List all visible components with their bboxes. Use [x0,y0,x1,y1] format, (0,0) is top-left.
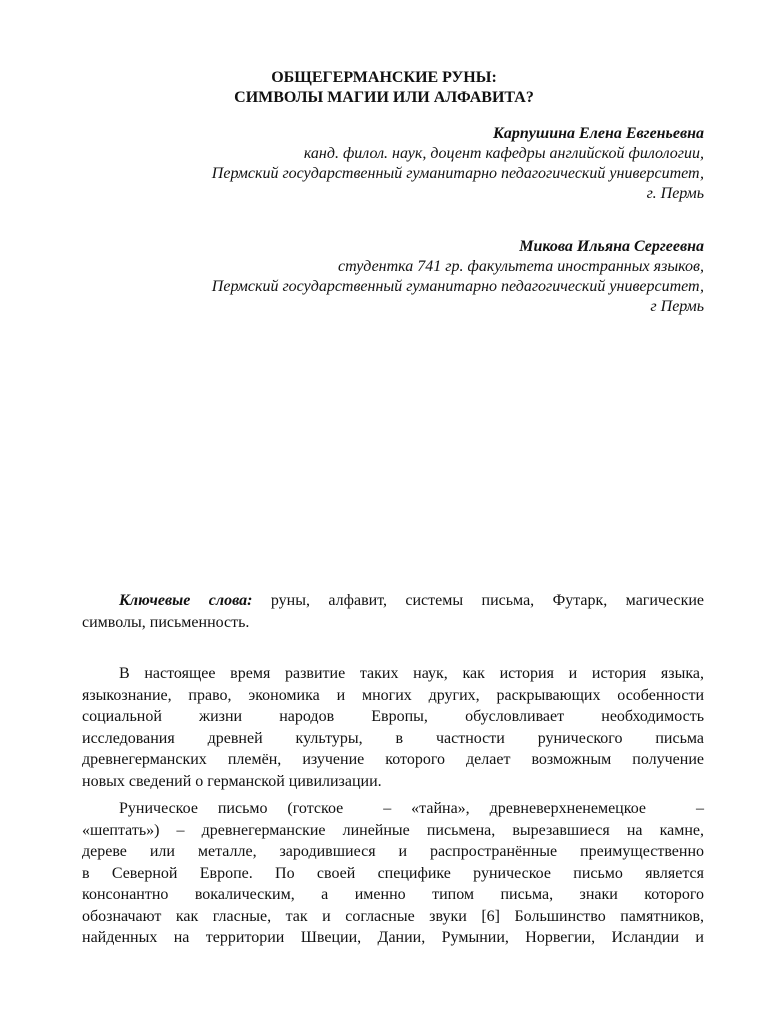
paragraph-line: социальной жизни народов Европы, обусловливает необходимость [82,708,704,725]
paragraph-fragment: Руническое письмо (готское [119,800,344,817]
paragraph-fragment: – «тайна», древневерхненемецкое [383,800,646,817]
keywords-paragraph [82,590,704,633]
author-city: г. Пермь [646,185,704,202]
author-position: студентка 741 гр. факультета иностранных языков, [337,258,704,275]
author-block-2 [80,237,704,317]
author-city: г Пермь [650,298,704,315]
author-block-1 [80,124,704,204]
keywords-label: Ключевые слова: [119,592,253,609]
body-paragraph-1 [82,663,704,792]
paragraph-fragment: – [696,800,704,817]
body-paragraph-2 [82,798,704,949]
paragraph-line: консонантно вокалическим, а именно типом письма, знаки которого [82,886,704,903]
author-affiliation: Пермский государственный гуманитарно педагогический университет, [211,165,704,182]
paragraph-line: исследования древней культуры, в частности рунического письма [82,729,704,747]
author-name: Карпушина Елена Евгеньевна [493,125,704,142]
keywords-text: руны, алфавит, системы письма, Футарк, магические [270,592,705,609]
paragraph-line: в Северной Европе. По своей специфике руническое письмо является [82,864,704,882]
paragraph-line: найденных на территории Швеции, Дании, Румынии, Норвегии, Исландии и [82,929,704,946]
paragraph-line: дереве или металле, зародившиеся и распространённые преимущественно [82,843,704,860]
title-line-1: ОБЩЕГЕРМАНСКИЕ РУНЫ: [271,69,497,86]
paragraph-line: обозначают как гласные, так и согласные звуки [6] Большинство памятников, [82,907,704,925]
paragraph-line: «шептать») – древнегерманские линейные письмена, вырезавшиеся на камне, [82,821,704,839]
author-name: Микова Ильяна Сергеевна [519,238,704,255]
paragraph-line: языкознание, право, экономика и многих других, раскрывающих особенности [82,686,704,704]
keywords-line-1 [82,590,704,612]
keywords-line-2: символы, письменность. [82,613,250,631]
paragraph-line: В настоящее время развитие таких наук, как история и история языка, [119,665,704,682]
article-title [60,68,708,108]
paragraph-line-first [82,798,704,820]
title-line-2: СИМВОЛЫ МАГИИ ИЛИ АЛФАВИТА? [234,89,534,106]
author-position: канд. филол. наук, доцент кафедры английской филологии, [303,145,704,162]
paragraph-line: древнегерманских племён, изучение которого делает возможным получение [82,751,704,768]
author-affiliation: Пермский государственный гуманитарно педагогический университет, [211,278,704,295]
paragraph-line: новых сведений о германской цивилизации. [82,772,382,790]
